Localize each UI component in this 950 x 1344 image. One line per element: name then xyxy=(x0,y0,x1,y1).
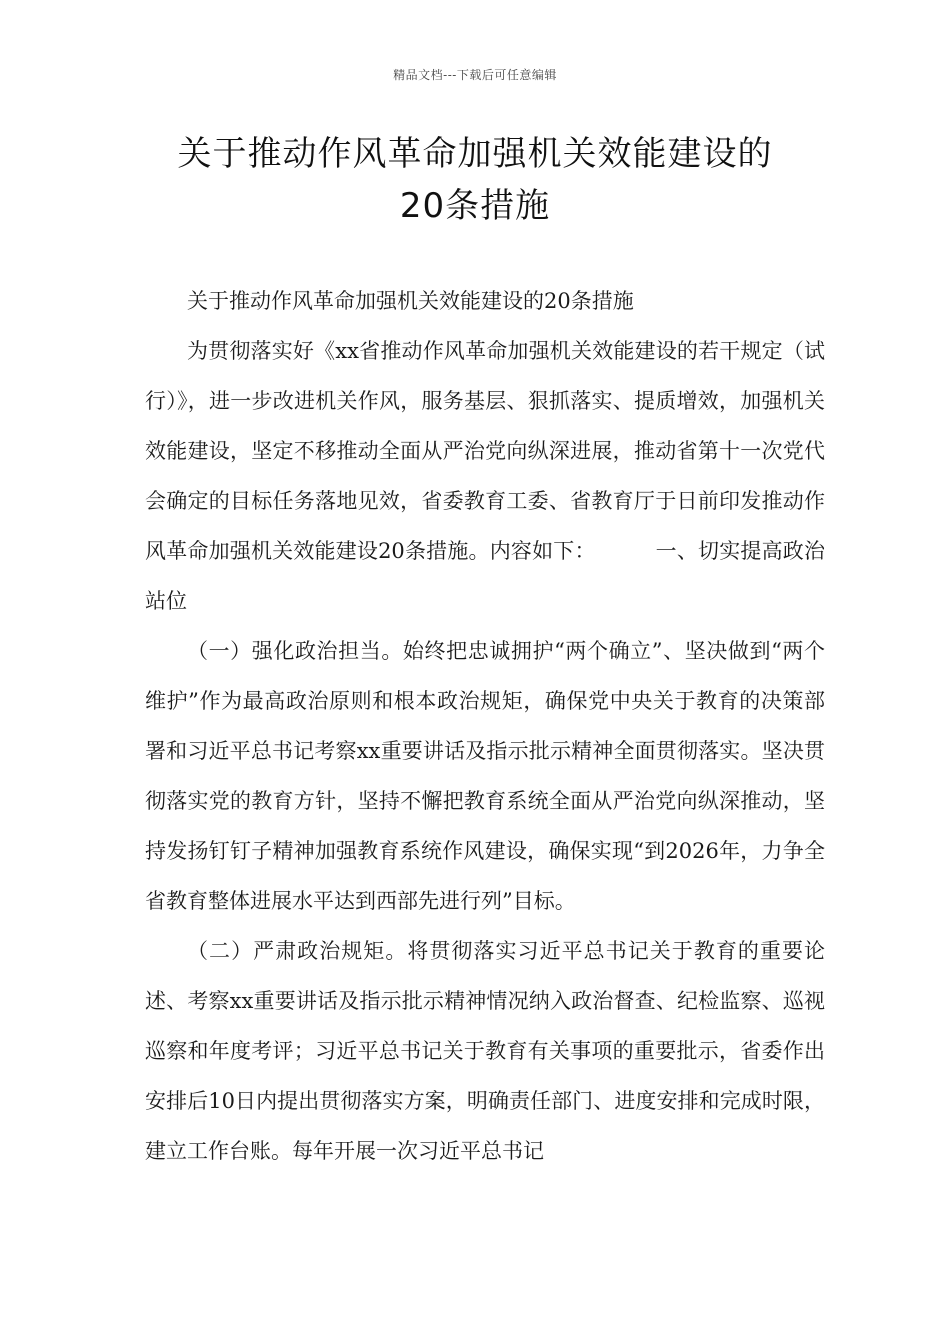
intro-paragraph xyxy=(145,326,825,626)
page-header-note: 精品文档---下载后可任意编辑 xyxy=(393,68,557,82)
title-line-2: 20条措施 xyxy=(399,186,551,226)
intro-text: 为贯彻落实好《xx省推动作风革命加强机关效能建设的若干规定（试行）》，进一步改进机关作风，服务基层、狠抓落实、提质增效，加强机关效能建设，坚定不移推动全面从严治党向纵深进展，推动省第十一次党代会确定的目标任务落地见效，省委教育工委、省教育厅于日前印发推动作风革命加强机关效能建设20条措施。内容如下： xyxy=(145,339,825,563)
document-title xyxy=(0,128,950,232)
title-line-1: 关于推动作风革命加强机关效能建设的 xyxy=(177,134,773,174)
subtitle-paragraph: 关于推动作风革命加强机关效能建设的20条措施 xyxy=(187,289,634,313)
document-body xyxy=(145,276,825,1176)
item-paragraph-2: （二）严肃政治规矩。将贯彻落实习近平总书记关于教育的重要论述、考察xx重要讲话及指示批示精神情况纳入政治督查、纪检监察、巡视巡察和年度考评；习近平总书记关于教育有关事项的重要批示，省委作出安排后10日内提出贯彻落实方案，明确责任部门、进度安排和完成时限，建立工作台账。每年开展一次习近平总书记 xyxy=(145,939,825,1163)
section-heading-1: 一、切实提高政治站位 xyxy=(145,539,825,613)
item-paragraph-1: （一）强化政治担当。始终把忠诚拥护“两个确立”、坚决做到“两个维护”作为最高政治原则和根本政治规矩，确保党中央关于教育的决策部署和习近平总书记考察xx重要讲话及指示批示精神全面贯彻落实。坚决贯彻落实党的教育方针，坚持不懈把教育系统全面从严治党向纵深推动，坚持发扬钉钉子精神加强教育系统作风建设，确保实现“到2026年，力争全省教育整体进展水平达到西部先进行列”目标。 xyxy=(145,639,825,913)
